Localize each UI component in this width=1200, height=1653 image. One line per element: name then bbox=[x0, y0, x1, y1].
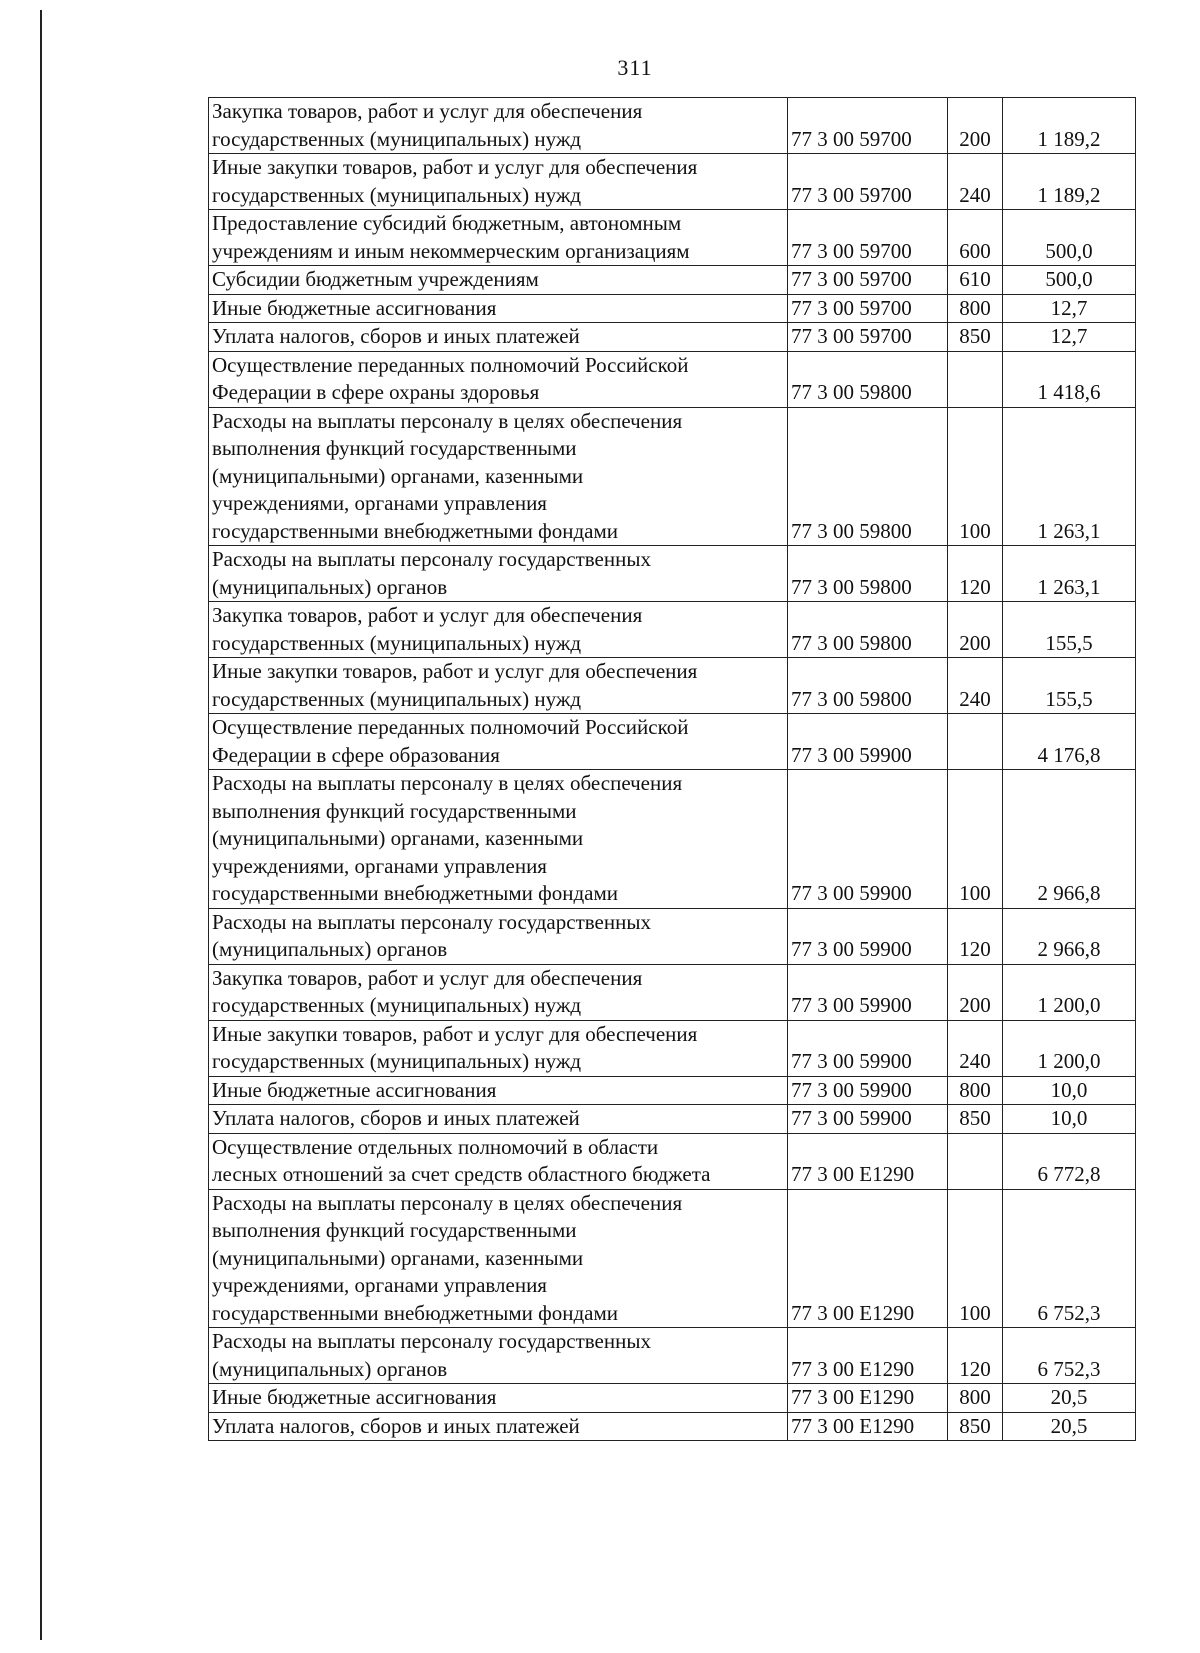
expense-type-cell-text: 600 bbox=[959, 238, 991, 263]
amount-cell-text: 2 966,8 bbox=[1037, 937, 1101, 961]
expense-name-cell-text: Осуществление переданных полномочий Российской Федерации в сфере охраны здоровья bbox=[212, 352, 689, 404]
target-code-cell-text: 77 3 00 Е1290 bbox=[791, 1356, 915, 1381]
target-code-cell-text: 77 3 00 Е1290 bbox=[791, 1413, 915, 1438]
expense-type-cell bbox=[948, 323, 1003, 352]
amount-cell-text: 6 752,3 bbox=[1037, 1356, 1101, 1381]
target-code-cell bbox=[788, 1328, 948, 1384]
amount-cell-text: 1 200,0 bbox=[1037, 1049, 1101, 1073]
amount-cell bbox=[1003, 154, 1136, 210]
amount-cell bbox=[1003, 1020, 1136, 1076]
expense-type-cell-text: 800 bbox=[959, 1385, 991, 1409]
amount-cell bbox=[1003, 1076, 1136, 1105]
expense-name-cell-text: Предоставление субсидий бюджетным, автономным учреждениям и иным некоммерческим организациям bbox=[212, 211, 690, 263]
target-code-cell bbox=[788, 714, 948, 770]
table-row bbox=[209, 770, 1136, 909]
expense-name-cell bbox=[209, 1076, 788, 1105]
expense-name-cell-text: Иные бюджетные ассигнования bbox=[212, 1385, 497, 1409]
target-code-cell bbox=[788, 294, 948, 323]
amount-cell-text: 20,5 bbox=[1050, 1385, 1088, 1409]
expense-name-cell bbox=[209, 1020, 788, 1076]
table-row bbox=[209, 546, 1136, 602]
table-row bbox=[209, 1105, 1136, 1134]
target-code-cell-text: 77 3 00 59900 bbox=[791, 1106, 912, 1130]
expense-name-cell-text: Иные закупки товаров, работ и услуг для обеспечения государственных (муниципальных) нужд bbox=[212, 1021, 698, 1073]
target-code-cell-text: 77 3 00 59700 bbox=[791, 267, 912, 291]
amount-cell-text: 155,5 bbox=[1045, 630, 1093, 655]
expense-type-cell bbox=[948, 908, 1003, 964]
target-code-cell bbox=[788, 908, 948, 964]
amount-cell-text: 1 263,1 bbox=[1037, 518, 1101, 543]
target-code-cell-text: 77 3 00 59800 bbox=[791, 630, 912, 655]
amount-cell-text: 155,5 bbox=[1045, 686, 1093, 711]
expense-name-cell-text: Осуществление отдельных полномочий в области лесных отношений за счет средств областного бюджета bbox=[212, 1134, 711, 1186]
expense-name-cell-text: Расходы на выплаты персоналу в целях обеспечения выполнения функций государственными (муниципальными) органами, казенными учреждениями, органами управления государственными внебюджетными фондами bbox=[212, 771, 683, 905]
table-row bbox=[209, 964, 1136, 1020]
amount-cell-text: 1 189,2 bbox=[1037, 182, 1101, 207]
expense-type-cell bbox=[948, 1105, 1003, 1134]
expense-type-cell bbox=[948, 1020, 1003, 1076]
amount-cell-text: 12,7 bbox=[1050, 324, 1088, 348]
expense-type-cell-text: 850 bbox=[959, 1413, 991, 1438]
amount-cell bbox=[1003, 210, 1136, 266]
expense-name-cell bbox=[209, 1412, 788, 1441]
expense-name-cell bbox=[209, 323, 788, 352]
amount-cell bbox=[1003, 294, 1136, 323]
expense-type-cell-text: 850 bbox=[959, 1106, 991, 1130]
table-row bbox=[209, 1020, 1136, 1076]
expense-name-cell bbox=[209, 658, 788, 714]
expense-name-cell-text: Уплата налогов, сборов и иных платежей bbox=[212, 324, 580, 348]
target-code-cell-text: 77 3 00 59800 bbox=[791, 686, 912, 711]
expense-name-cell bbox=[209, 407, 788, 546]
expense-type-cell bbox=[948, 1133, 1003, 1189]
amount-cell bbox=[1003, 1105, 1136, 1134]
target-code-cell-text: 77 3 00 Е1290 bbox=[791, 1385, 915, 1409]
target-code-cell bbox=[788, 1133, 948, 1189]
expense-name-cell-text: Расходы на выплаты персоналу государственных (муниципальных) органов bbox=[212, 909, 651, 961]
table-row bbox=[209, 323, 1136, 352]
expense-name-cell bbox=[209, 266, 788, 295]
target-code-cell-text: 77 3 00 59900 bbox=[791, 881, 912, 905]
amount-cell-text: 4 176,8 bbox=[1037, 742, 1101, 767]
target-code-cell-text: 77 3 00 59900 bbox=[791, 742, 912, 767]
expense-name-cell bbox=[209, 546, 788, 602]
target-code-cell-text: 77 3 00 59700 bbox=[791, 324, 912, 348]
amount-cell bbox=[1003, 1328, 1136, 1384]
amount-cell bbox=[1003, 908, 1136, 964]
target-code-cell bbox=[788, 210, 948, 266]
expense-type-cell bbox=[948, 964, 1003, 1020]
table-row bbox=[209, 351, 1136, 407]
expense-type-cell-text: 610 bbox=[959, 267, 991, 291]
expense-name-cell-text: Осуществление переданных полномочий Российской Федерации в сфере образования bbox=[212, 715, 689, 767]
expense-name-cell bbox=[209, 908, 788, 964]
target-code-cell bbox=[788, 1412, 948, 1441]
expense-name-cell-text: Иные бюджетные ассигнования bbox=[212, 295, 497, 320]
amount-cell-text: 1 418,6 bbox=[1037, 380, 1101, 404]
expense-type-cell-text: 800 bbox=[959, 295, 991, 320]
expense-type-cell bbox=[948, 714, 1003, 770]
amount-cell bbox=[1003, 1133, 1136, 1189]
table-row bbox=[209, 602, 1136, 658]
expense-type-cell bbox=[948, 98, 1003, 154]
target-code-cell-text: 77 3 00 Е1290 bbox=[791, 1300, 915, 1325]
expense-type-cell bbox=[948, 1076, 1003, 1105]
amount-cell bbox=[1003, 1189, 1136, 1328]
expense-type-cell bbox=[948, 602, 1003, 658]
table-row bbox=[209, 1133, 1136, 1189]
amount-cell bbox=[1003, 323, 1136, 352]
expense-name-cell bbox=[209, 602, 788, 658]
expense-name-cell bbox=[209, 154, 788, 210]
target-code-cell bbox=[788, 266, 948, 295]
budget-table-body bbox=[209, 98, 1136, 1441]
target-code-cell-text: 77 3 00 59800 bbox=[791, 574, 912, 599]
expense-type-cell bbox=[948, 1189, 1003, 1328]
target-code-cell-text: 77 3 00 59700 bbox=[791, 182, 912, 207]
table-row bbox=[209, 1384, 1136, 1413]
table-row bbox=[209, 98, 1136, 154]
expense-name-cell-text: Уплата налогов, сборов и иных платежей bbox=[212, 1413, 580, 1438]
amount-cell-text: 1 189,2 bbox=[1037, 126, 1101, 151]
expense-name-cell-text: Закупка товаров, работ и услуг для обеспечения государственных (муниципальных) нужд bbox=[212, 603, 643, 655]
expense-type-cell-text: 240 bbox=[959, 182, 991, 207]
target-code-cell bbox=[788, 658, 948, 714]
amount-cell-text: 20,5 bbox=[1050, 1413, 1088, 1438]
expense-type-cell-text: 200 bbox=[959, 993, 991, 1017]
amount-cell-text: 10,0 bbox=[1050, 1106, 1088, 1130]
expense-type-cell bbox=[948, 154, 1003, 210]
expense-type-cell bbox=[948, 770, 1003, 909]
expense-name-cell bbox=[209, 1189, 788, 1328]
amount-cell-text: 1 263,1 bbox=[1037, 574, 1101, 599]
expense-type-cell-text: 240 bbox=[959, 686, 991, 711]
expense-name-cell-text: Расходы на выплаты персоналу в целях обеспечения выполнения функций государственными (муниципальными) органами, казенными учреждениями, органами управления государственными внебюджетными фондами bbox=[212, 408, 683, 543]
amount-cell bbox=[1003, 714, 1136, 770]
expense-type-cell-text: 240 bbox=[959, 1049, 991, 1073]
amount-cell bbox=[1003, 602, 1136, 658]
expense-name-cell-text: Иные бюджетные ассигнования bbox=[212, 1077, 497, 1102]
target-code-cell-text: 77 3 00 59900 bbox=[791, 937, 912, 961]
target-code-cell bbox=[788, 1105, 948, 1134]
expense-name-cell bbox=[209, 210, 788, 266]
expense-type-cell-text: 200 bbox=[959, 630, 991, 655]
target-code-cell-text: 77 3 00 59700 bbox=[791, 126, 912, 151]
target-code-cell-text: 77 3 00 Е1290 bbox=[791, 1162, 915, 1186]
amount-cell bbox=[1003, 351, 1136, 407]
expense-type-cell-text: 100 bbox=[959, 1300, 991, 1325]
expense-name-cell bbox=[209, 714, 788, 770]
target-code-cell-text: 77 3 00 59700 bbox=[791, 238, 912, 263]
expense-name-cell bbox=[209, 1105, 788, 1134]
target-code-cell bbox=[788, 1020, 948, 1076]
expense-name-cell bbox=[209, 964, 788, 1020]
amount-cell bbox=[1003, 964, 1136, 1020]
table-row bbox=[209, 1328, 1136, 1384]
target-code-cell-text: 77 3 00 59900 bbox=[791, 993, 912, 1017]
expense-name-cell-text: Субсидии бюджетным учреждениям bbox=[212, 267, 539, 291]
amount-cell-text: 12,7 bbox=[1050, 295, 1088, 320]
target-code-cell bbox=[788, 407, 948, 546]
binding-margin-line bbox=[40, 10, 42, 1640]
expense-type-cell-text: 850 bbox=[959, 324, 991, 348]
expense-type-cell-text: 120 bbox=[959, 937, 991, 961]
table-row bbox=[209, 1076, 1136, 1105]
expense-type-cell bbox=[948, 351, 1003, 407]
target-code-cell bbox=[788, 770, 948, 909]
expense-name-cell-text: Расходы на выплаты персоналу в целях обеспечения выполнения функций государственными (муниципальными) органами, казенными учреждениями, органами управления государственными внебюджетными фондами bbox=[212, 1190, 683, 1325]
amount-cell-text: 6 752,3 bbox=[1037, 1300, 1101, 1325]
table-row bbox=[209, 210, 1136, 266]
expense-type-cell-text: 100 bbox=[959, 881, 991, 905]
amount-cell-text: 500,0 bbox=[1045, 238, 1093, 263]
target-code-cell bbox=[788, 964, 948, 1020]
amount-cell-text: 10,0 bbox=[1050, 1077, 1088, 1102]
amount-cell-text: 2 966,8 bbox=[1037, 881, 1101, 905]
expense-type-cell bbox=[948, 407, 1003, 546]
expense-type-cell bbox=[948, 266, 1003, 295]
expense-name-cell-text: Иные закупки товаров, работ и услуг для обеспечения государственных (муниципальных) нужд bbox=[212, 659, 698, 711]
expense-type-cell-text: 200 bbox=[959, 126, 991, 151]
amount-cell bbox=[1003, 1412, 1136, 1441]
table-row bbox=[209, 1412, 1136, 1441]
table-row bbox=[209, 1189, 1136, 1328]
amount-cell-text: 1 200,0 bbox=[1037, 993, 1101, 1017]
amount-cell bbox=[1003, 407, 1136, 546]
target-code-cell-text: 77 3 00 59800 bbox=[791, 380, 912, 404]
expense-name-cell bbox=[209, 98, 788, 154]
amount-cell-text: 6 772,8 bbox=[1037, 1162, 1101, 1186]
table-row bbox=[209, 714, 1136, 770]
expense-type-cell bbox=[948, 546, 1003, 602]
expense-name-cell-text: Расходы на выплаты персоналу государственных (муниципальных) органов bbox=[212, 1329, 651, 1381]
expense-name-cell-text: Закупка товаров, работ и услуг для обеспечения государственных (муниципальных) нужд bbox=[212, 99, 643, 151]
expense-type-cell-text: 100 bbox=[959, 518, 991, 543]
table-row bbox=[209, 294, 1136, 323]
expense-type-cell bbox=[948, 294, 1003, 323]
expense-name-cell bbox=[209, 1384, 788, 1413]
expense-type-cell bbox=[948, 1328, 1003, 1384]
target-code-cell bbox=[788, 1189, 948, 1328]
expense-name-cell bbox=[209, 1133, 788, 1189]
budget-table bbox=[208, 97, 1136, 1441]
expense-type-cell bbox=[948, 210, 1003, 266]
amount-cell bbox=[1003, 546, 1136, 602]
expense-type-cell bbox=[948, 1384, 1003, 1413]
amount-cell bbox=[1003, 266, 1136, 295]
expense-type-cell bbox=[948, 1412, 1003, 1441]
expense-type-cell-text: 120 bbox=[959, 574, 991, 599]
target-code-cell-text: 77 3 00 59800 bbox=[791, 518, 912, 543]
amount-cell-text: 500,0 bbox=[1045, 267, 1093, 291]
amount-cell bbox=[1003, 658, 1136, 714]
target-code-cell bbox=[788, 154, 948, 210]
target-code-cell bbox=[788, 351, 948, 407]
table-row bbox=[209, 154, 1136, 210]
target-code-cell-text: 77 3 00 59900 bbox=[791, 1077, 912, 1102]
table-row bbox=[209, 407, 1136, 546]
table-row bbox=[209, 266, 1136, 295]
expense-name-cell bbox=[209, 770, 788, 909]
amount-cell bbox=[1003, 98, 1136, 154]
page-number: 311 bbox=[617, 55, 653, 80]
expense-name-cell-text: Уплата налогов, сборов и иных платежей bbox=[212, 1106, 580, 1130]
amount-cell bbox=[1003, 1384, 1136, 1413]
target-code-cell bbox=[788, 602, 948, 658]
target-code-cell bbox=[788, 98, 948, 154]
expense-type-cell bbox=[948, 658, 1003, 714]
expense-type-cell-text: 800 bbox=[959, 1077, 991, 1102]
expense-type-cell-text: 120 bbox=[959, 1356, 991, 1381]
target-code-cell bbox=[788, 1076, 948, 1105]
expense-name-cell bbox=[209, 1328, 788, 1384]
target-code-cell bbox=[788, 323, 948, 352]
amount-cell bbox=[1003, 770, 1136, 909]
target-code-cell bbox=[788, 1384, 948, 1413]
expense-name-cell-text: Расходы на выплаты персоналу государственных (муниципальных) органов bbox=[212, 547, 651, 599]
target-code-cell-text: 77 3 00 59900 bbox=[791, 1049, 912, 1073]
expense-name-cell-text: Закупка товаров, работ и услуг для обеспечения государственных (муниципальных) нужд bbox=[212, 965, 643, 1017]
expense-name-cell-text: Иные закупки товаров, работ и услуг для обеспечения государственных (муниципальных) нужд bbox=[212, 155, 698, 207]
target-code-cell bbox=[788, 546, 948, 602]
expense-name-cell bbox=[209, 294, 788, 323]
target-code-cell-text: 77 3 00 59700 bbox=[791, 295, 912, 320]
table-row bbox=[209, 908, 1136, 964]
expense-name-cell bbox=[209, 351, 788, 407]
table-row bbox=[209, 658, 1136, 714]
